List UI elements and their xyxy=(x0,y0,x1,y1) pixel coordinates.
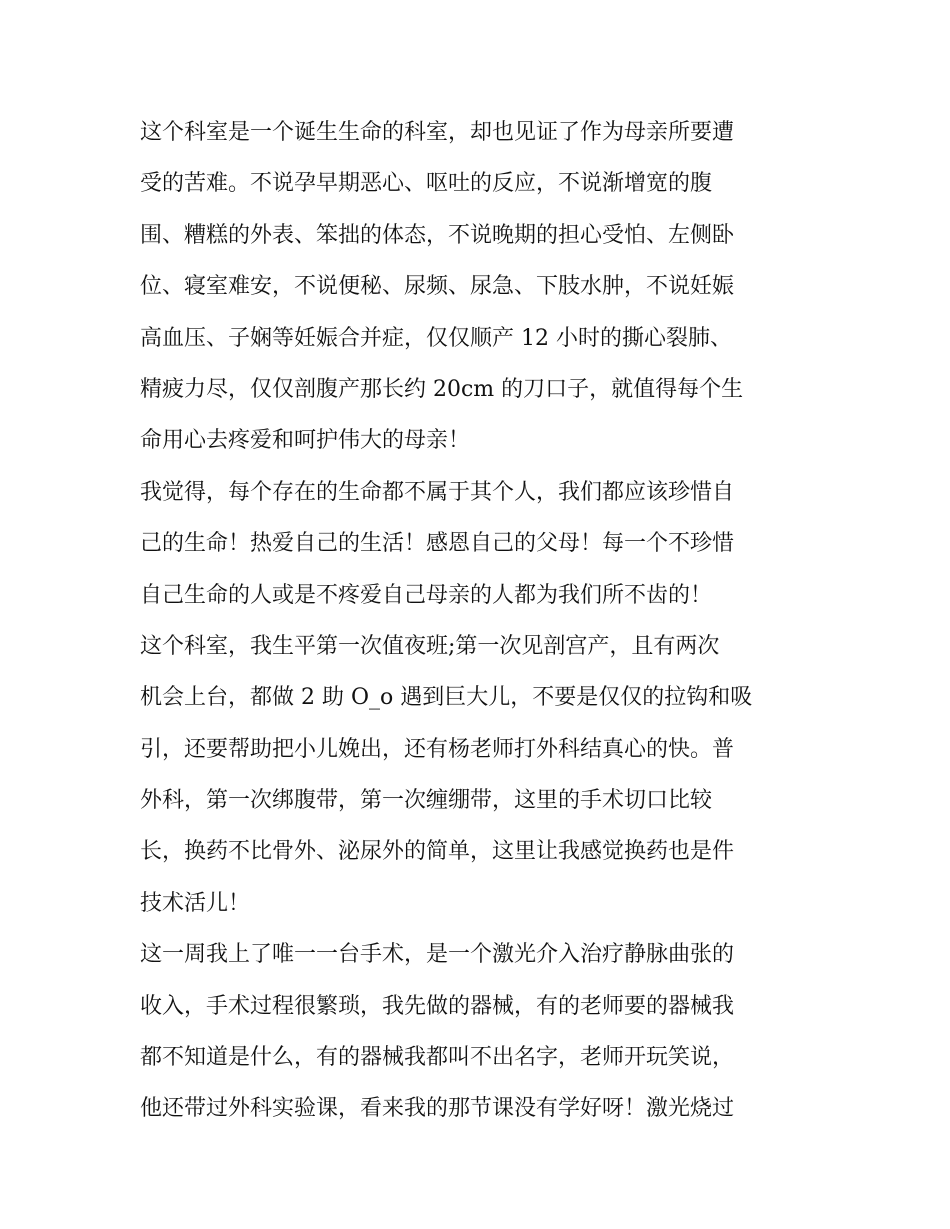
text-line: 引，还要帮助把小儿娩出，还有杨老师打外科结真心的快。普 xyxy=(140,736,735,762)
text-line: 围、糟糕的外表、笨拙的体态，不说晚期的担心受怕、左侧卧 xyxy=(140,222,735,248)
text-line: 技术活儿！ xyxy=(140,890,251,916)
text-line: 外科，第一次绑腹带，第一次缠绷带，这里的手术切口比较 xyxy=(140,788,713,814)
text-line: 这个科室是一个诞生生命的科室，却也见证了作为母亲所要遭 xyxy=(140,120,735,145)
text-line: 这个科室，我生平第一次值夜班;第一次见剖宫产，且有两次 xyxy=(140,633,720,659)
body-text xyxy=(140,107,820,1135)
text-line: 位、寝室难安，不说便秘、尿频、尿急、下肢水肿，不说妊娠 xyxy=(140,274,735,300)
text-line: 命用心去疼爱和呵护伟大的母亲！ xyxy=(140,428,471,454)
text-line: 这一周我上了唯一一台手术，是一个激光介入治疗静脉曲张的 xyxy=(140,942,735,968)
text-line: 他还带过外科实验课，看来我的那节课没有学好呀！激光烧过 xyxy=(140,1096,735,1122)
text-line: 自己生命的人或是不疼爱自己母亲的人都为我们所不齿的！ xyxy=(140,582,713,608)
text-line: 机会上台，都做 2 助 O_o 遇到巨大儿，不要是仅仅的拉钩和吸 xyxy=(140,685,753,711)
text-line: 收入，手术过程很繁琐，我先做的器械，有的老师要的器械我 xyxy=(140,993,735,1019)
text-line: 高血压、子娴等妊娠合并症，仅仅顺产 12 小时的撕心裂肺、 xyxy=(140,325,732,351)
text-line: 精疲力尽，仅仅剖腹产那长约 20cm 的刀口子，就值得每个生 xyxy=(140,376,744,402)
text-line: 长，换药不比骨外、泌尿外的简单，这里让我感觉换药也是件 xyxy=(140,839,735,865)
text-line: 己的生命！热爱自己的生活！感恩自己的父母！每一个不珍惜 xyxy=(140,531,735,557)
text-line: 受的苦难。不说孕早期恶心、呕吐的反应，不说渐增宽的腹 xyxy=(140,171,713,197)
text-line: 我觉得，每个存在的生命都不属于其个人，我们都应该珍惜自 xyxy=(140,479,735,505)
text-line: 都不知道是什么，有的器械我都叫不出名字，老师开玩笑说， xyxy=(140,1045,735,1071)
